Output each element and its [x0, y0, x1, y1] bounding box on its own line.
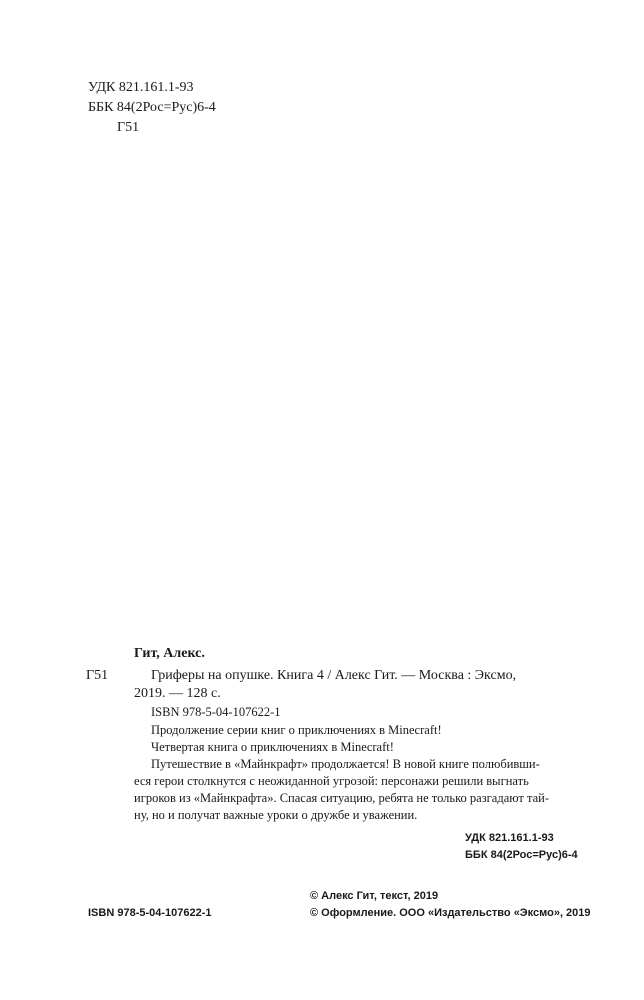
copyright-text: © Алекс Гит, текст, 2019: [310, 890, 439, 902]
udk-code-bottom: УДК 821.161.1-93: [465, 832, 554, 844]
bbk-code-bottom: ББК 84(2Рос=Рус)6-4: [465, 849, 578, 861]
title-line-1: Гриферы на опушке. Книга 4 / Алекс Гит. — Москва : Эксмо,: [151, 668, 517, 683]
author-mark: Г51: [86, 668, 109, 683]
annotation-line: Четвертая книга о приключениях в Minecraft!: [151, 740, 394, 754]
annotation-line: Путешествие в «Майнкрафт» продолжается! В новой книге полюбивши-: [151, 757, 540, 771]
bbk-code-top: ББК 84(2Рос=Рус)6-4: [88, 100, 216, 115]
annotation-line: еся герои столкнутся с неожиданной угрозой: персонажи решили выгнать: [134, 774, 529, 788]
author-mark-top: Г51: [117, 120, 140, 135]
isbn-entry: ISBN 978-5-04-107622-1: [151, 705, 281, 719]
isbn-footer: ISBN 978-5-04-107622-1: [88, 907, 212, 919]
annotation-line: игроков из «Майнкрафта». Спасая ситуацию, ребята не только разгадают тай-: [134, 791, 550, 805]
title-line-2: 2019. — 128 с.: [134, 686, 221, 701]
author-name: Гит, Алекс.: [134, 646, 205, 661]
annotation-line: Продолжение серии книг о приключениях в Minecraft!: [151, 723, 442, 737]
udk-code-top: УДК 821.161.1-93: [88, 80, 194, 95]
copyright-design: © Оформление. ООО «Издательство «Эксмо», 2019: [310, 907, 591, 919]
annotation-line: ну, но и получат важные уроки о дружбе и уважении.: [134, 808, 418, 822]
